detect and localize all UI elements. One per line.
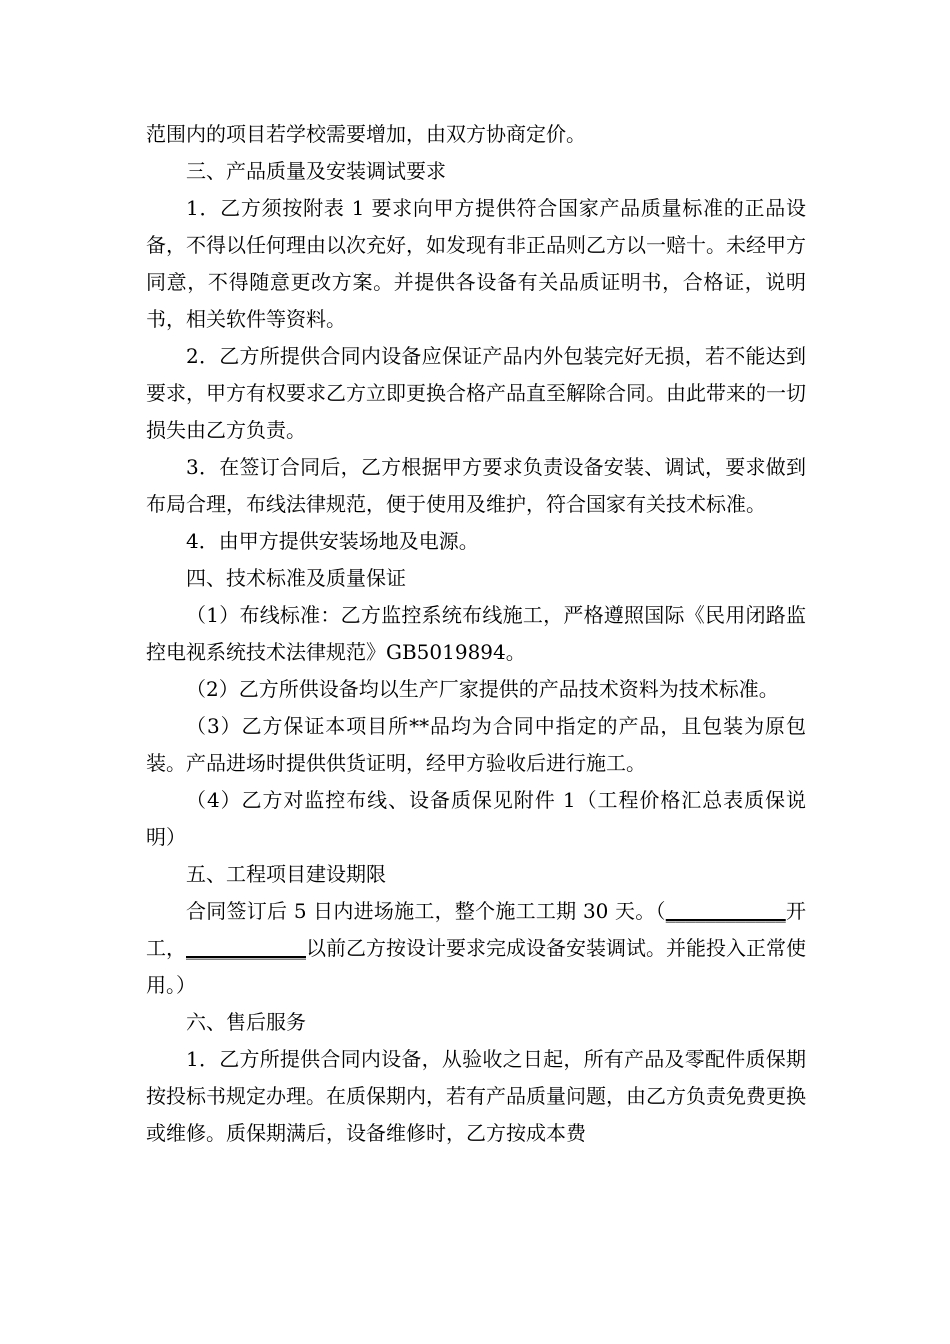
clause-3-2: 2．乙方所提供合同内设备应保证产品内外包装完好无损，若不能达到要求，甲方有权要求乙方立即更换合格产品直至解除合同。由此带来的一切损失由乙方负责。	[146, 344, 806, 442]
completion-date-blank[interactable]: ____________	[186, 936, 306, 960]
clause-3-4: 4．由甲方提供安装场地及电源。	[186, 529, 479, 553]
clause-5-1-part-1: 合同签订后 5 日内进场施工，整个施工工期 30 天。（	[186, 899, 666, 923]
clause-4-1: （1）布线标准：乙方监控系统布线施工，严格遵照国际《民用闭路监控电视系统技术法律规范》GB5019894。	[146, 603, 806, 664]
clause-4-2: （2）乙方所供设备均以生产厂家提供的产品技术资料为技术标准。	[186, 677, 779, 701]
clause-4-4: （4）乙方对监控布线、设备质保见附件 1（工程价格汇总表质保说明）	[146, 788, 806, 849]
clause-3-1: 1．乙方须按附表 1 要求向甲方提供符合国家产品质量标准的正品设备，不得以任何理由以次充好，如发现有非正品则乙方以一赔十。未经甲方同意，不得随意更改方案。并提供各设备有关品质证明书，合格证，说明书，相关软件等资料。	[146, 196, 806, 331]
section-heading-5: 五、工程项目建设期限	[186, 862, 386, 886]
document-page	[146, 116, 806, 1152]
section-heading-3: 三、产品质量及安装调试要求	[186, 159, 446, 183]
section-heading-4: 四、技术标准及质量保证	[186, 566, 406, 590]
section-heading-6: 六、售后服务	[186, 1010, 306, 1034]
clause-3-3: 3．在签订合同后，乙方根据甲方要求负责设备安装、调试，要求做到布局合理，布线法律规范，便于使用及维护，符合国家有关技术标准。	[146, 455, 806, 516]
paragraph-continuation: 范围内的项目若学校需要增加，由双方协商定价。	[146, 122, 586, 146]
clause-5-1-part-3: 以前乙方按设计要求完成设备安装调试。并能投入正常使用。）	[146, 936, 806, 997]
clause-4-3: （3）乙方保证本项目所**品均为合同中指定的产品，且包装为原包装。产品进场时提供供货证明，经甲方验收后进行施工。	[146, 714, 806, 775]
clause-5-1	[146, 893, 806, 1004]
clause-5-1-part-2: 开工，	[146, 899, 806, 960]
start-date-blank[interactable]: ____________	[665, 899, 786, 923]
clause-6-1: 1．乙方所提供合同内设备，从验收之日起，所有产品及零配件质保期按投标书规定办理。在质保期内，若有产品质量问题，由乙方负责免费更换或维修。质保期满后，设备维修时，乙方按成本费	[146, 1047, 806, 1145]
